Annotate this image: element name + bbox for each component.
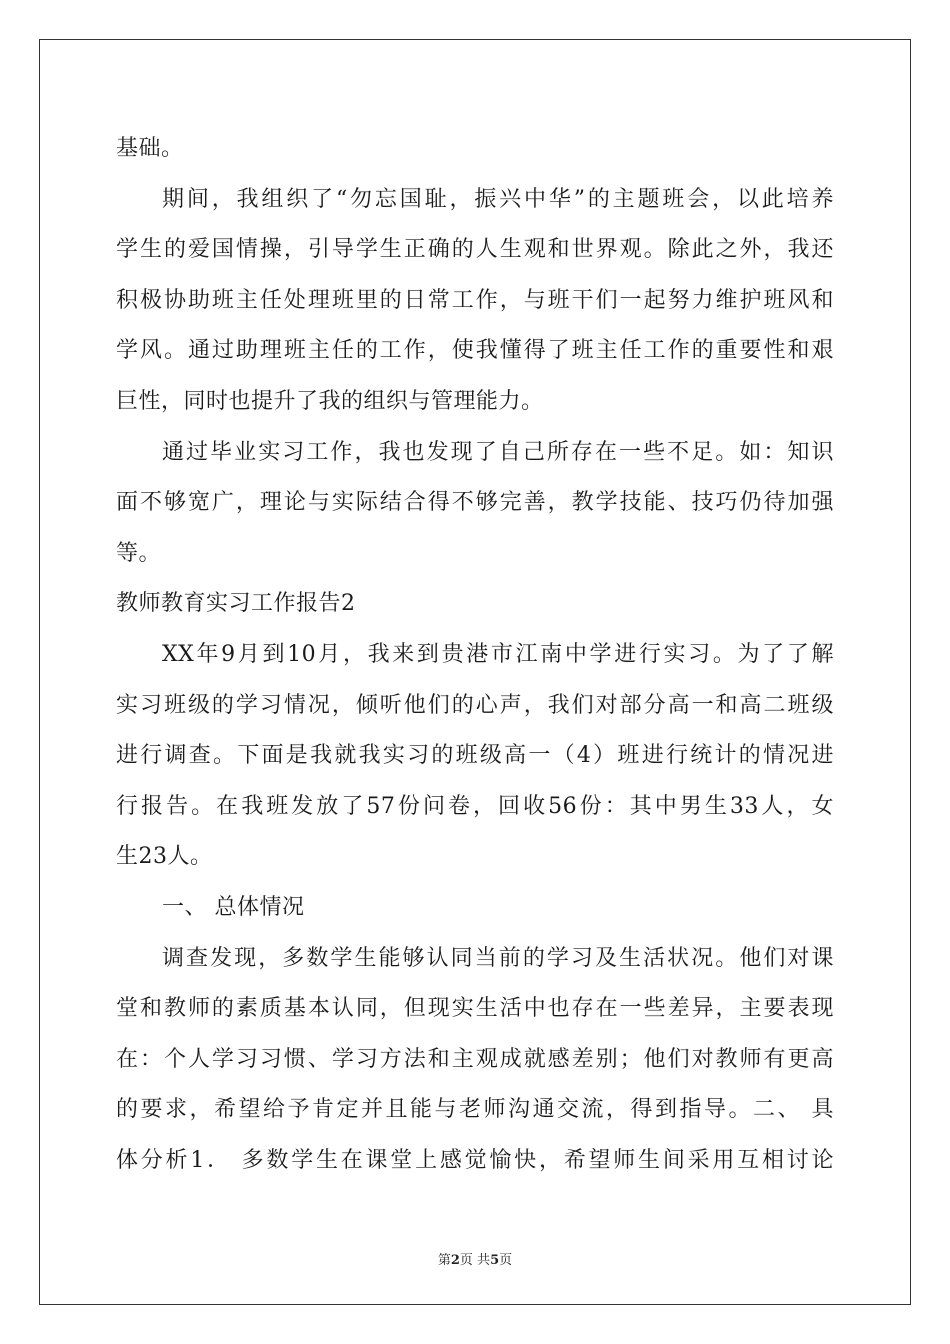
text-line: 等。 — [116, 540, 162, 566]
text-line: 通过毕业实习工作，我也发现了自己所存在一些不足。如：知识 — [162, 439, 834, 465]
text-line: 堂和教师的素质基本认同，但现实生活中也存在一些差异，主要表现 — [116, 996, 834, 1022]
text-line: 学风。通过助理班主任的工作，使我懂得了班主任工作的重要性和艰 — [116, 338, 834, 364]
text-line: 生23人。 — [116, 844, 213, 870]
text-line: 面不够宽广，理论与实际结合得不够完善，教学技能、技巧仍待加强 — [116, 490, 834, 516]
text-line: 行报告。在我班发放了57份问卷，回收56份：其中男生33人，女 — [116, 793, 834, 819]
footer-page-prefix: 第 — [437, 1253, 451, 1268]
text-line: 积极协助班主任处理班里的日常工作，与班干们一起努力维护班风和 — [116, 287, 834, 313]
page-footer — [0, 1249, 950, 1268]
text-line: 巨性，同时也提升了我的组织与管理能力。 — [116, 388, 544, 414]
text-line: 基础。 — [116, 136, 184, 161]
footer-page-mid: 页 共 — [459, 1253, 491, 1268]
text-line: 进行调查。下面是我就我实习的班级高一（4）班进行统计的情况进 — [116, 743, 834, 769]
text-line: 学生的爱国情操，引导学生正确的人生观和世界观。除此之外，我还 — [116, 237, 834, 263]
text-line: XX年9月到10月，我来到贵港市江南中学进行实习。为了了解 — [162, 641, 834, 667]
text-line: 调查发现，多数学生能够认同当前的学习及生活状况。他们对课 — [162, 945, 834, 971]
text-line: 一、 总体情况 — [162, 894, 305, 920]
footer-page-suffix: 页 — [499, 1253, 513, 1268]
section-heading: 教师教育实习工作报告2 — [116, 591, 356, 617]
document-body — [116, 124, 834, 1186]
text-line: 体分析1． 多数学生在课堂上感觉愉快，希望师生间采用互相讨论 — [116, 1147, 834, 1173]
footer-page-current: 2 — [450, 1253, 460, 1268]
footer-page-total: 5 — [490, 1253, 500, 1268]
text-line: 的要求，希望给予肯定并且能与老师沟通交流，得到指导。二、 具 — [116, 1097, 834, 1123]
text-line: 在：个人学习习惯、学习方法和主观成就感差别；他们对教师有更高 — [116, 1046, 834, 1072]
text-line: 期间，我组织了“勿忘国耻，振兴中华”的主题班会，以此培养 — [162, 186, 834, 212]
text-line: 实习班级的学习情况，倾听他们的心声，我们对部分高一和高二班级 — [116, 692, 834, 718]
